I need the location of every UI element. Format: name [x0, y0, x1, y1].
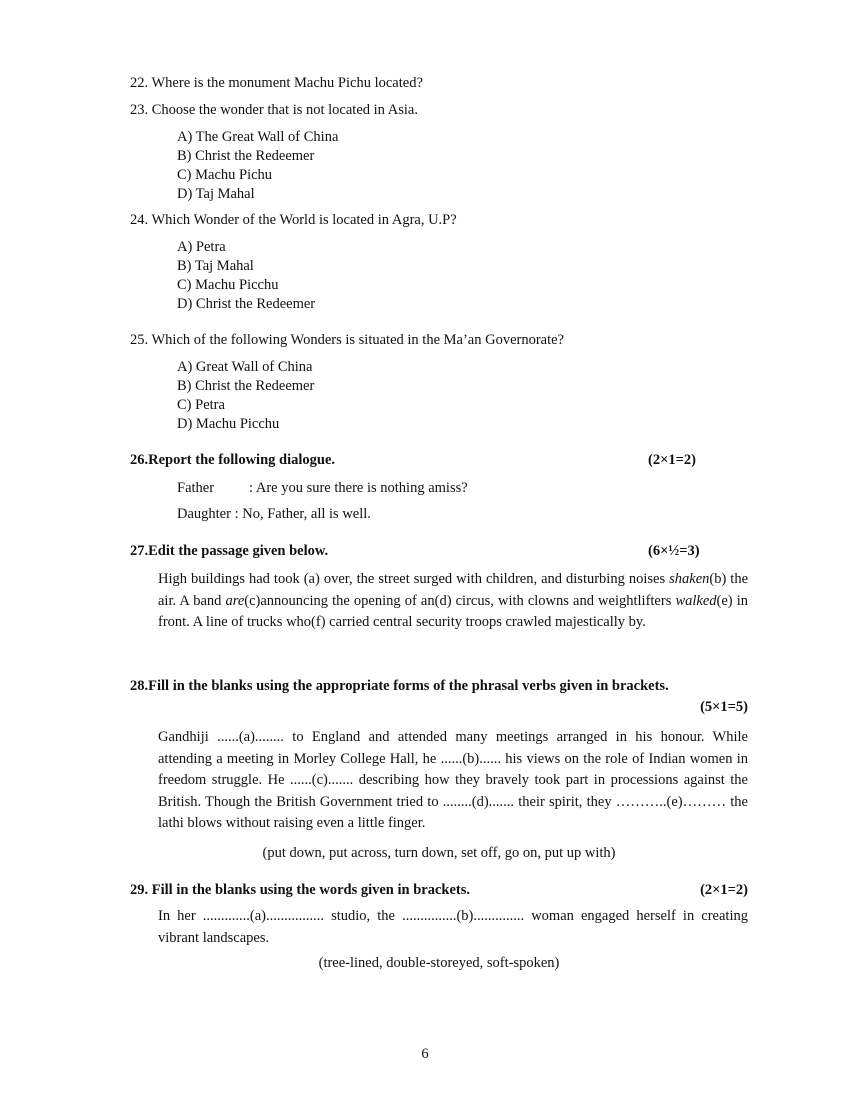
adjectives-options: (tree-lined, double-storeyed, soft-spoken) [318, 955, 560, 971]
question-26-heading: 26.Report the following dialogue. [130, 452, 336, 468]
question-25: 25. Which of the following Wonders is situated in the Ma’an Governorate? [130, 332, 564, 348]
q23-option-d: D) Taj Mahal [177, 186, 255, 202]
q25-option-d: D) Machu Picchu [177, 416, 280, 432]
q25-option-c: C) Petra [177, 397, 225, 413]
q23-option-c: C) Machu Pichu [177, 167, 273, 183]
question-29-heading: 29. Fill in the blanks using the words given in brackets. [130, 882, 470, 898]
question-23: 23. Choose the wonder that is not located in Asia. [130, 102, 418, 118]
phrasal-verbs-passage: Gandhiji ......(a)........ to England and attended many meetings arranged in his honour. While attending a meeting in Morley College Hall, he ......(b)...... his views on the role of Indian women in freedom struggle. He ......(c)....... describing how they bravely took part in processions against the British. Though the British Government tried to ........(d)....... their spirit, they ………..(e)……… the lathi blows without raising even a little finger. [158, 729, 748, 831]
error-word-e: walked [675, 592, 717, 609]
page-number: 6 [421, 1046, 429, 1062]
question-29-marks: (2×1=2) [700, 882, 748, 898]
q24-option-b: B) Taj Mahal [177, 258, 254, 274]
dialogue-father-speaker: Father [177, 480, 215, 496]
error-word-c: are [225, 592, 245, 609]
adjectives-passage: In her .............(a)................ studio, the ...............(b).............. woman engaged herself in creating vibrant landscapes. [158, 908, 748, 946]
question-24: 24. Which Wonder of the World is located in Agra, U.P? [130, 212, 457, 228]
question-27-heading: 27.Edit the passage given below. [130, 543, 329, 559]
q24-option-d: D) Christ the Redeemer [177, 296, 316, 312]
question-22: 22. Where is the monument Machu Pichu located? [130, 75, 423, 91]
q24-option-a: A) Petra [177, 239, 226, 255]
q23-option-b: B) Christ the Redeemer [177, 148, 315, 164]
q23-option-a: A) The Great Wall of China [177, 129, 339, 145]
question-28-heading: 28.Fill in the blanks using the appropriate forms of the phrasal verbs given in brackets. [130, 678, 669, 694]
error-word-b: shaken [669, 571, 710, 587]
edit-passage: High buildings had took (a) over, the street surged with children, and disturbing noises shaken(b) the air. A band are(c)announcing the opening of an(d) circus, with clowns and weightlifters walked(e) in front. A line of trucks who(f) carried central security troops crawled majestically by. [158, 571, 749, 630]
dialogue-father [177, 480, 468, 497]
q25-option-a: A) Great Wall of China [177, 359, 313, 375]
question-28-marks: (5×1=5) [700, 699, 748, 715]
question-26-marks: (2×1=2) [648, 452, 696, 468]
dialogue-daughter: Daughter : No, Father, all is well. [177, 506, 371, 522]
dialogue-father-line: : Are you sure there is nothing amiss? [249, 480, 468, 496]
phrasal-verbs-options: (put down, put across, turn down, set off, go on, put up with) [262, 845, 616, 861]
q25-option-b: B) Christ the Redeemer [177, 378, 315, 394]
q24-option-c: C) Machu Picchu [177, 277, 279, 293]
question-27-marks: (6×½=3) [648, 543, 700, 559]
